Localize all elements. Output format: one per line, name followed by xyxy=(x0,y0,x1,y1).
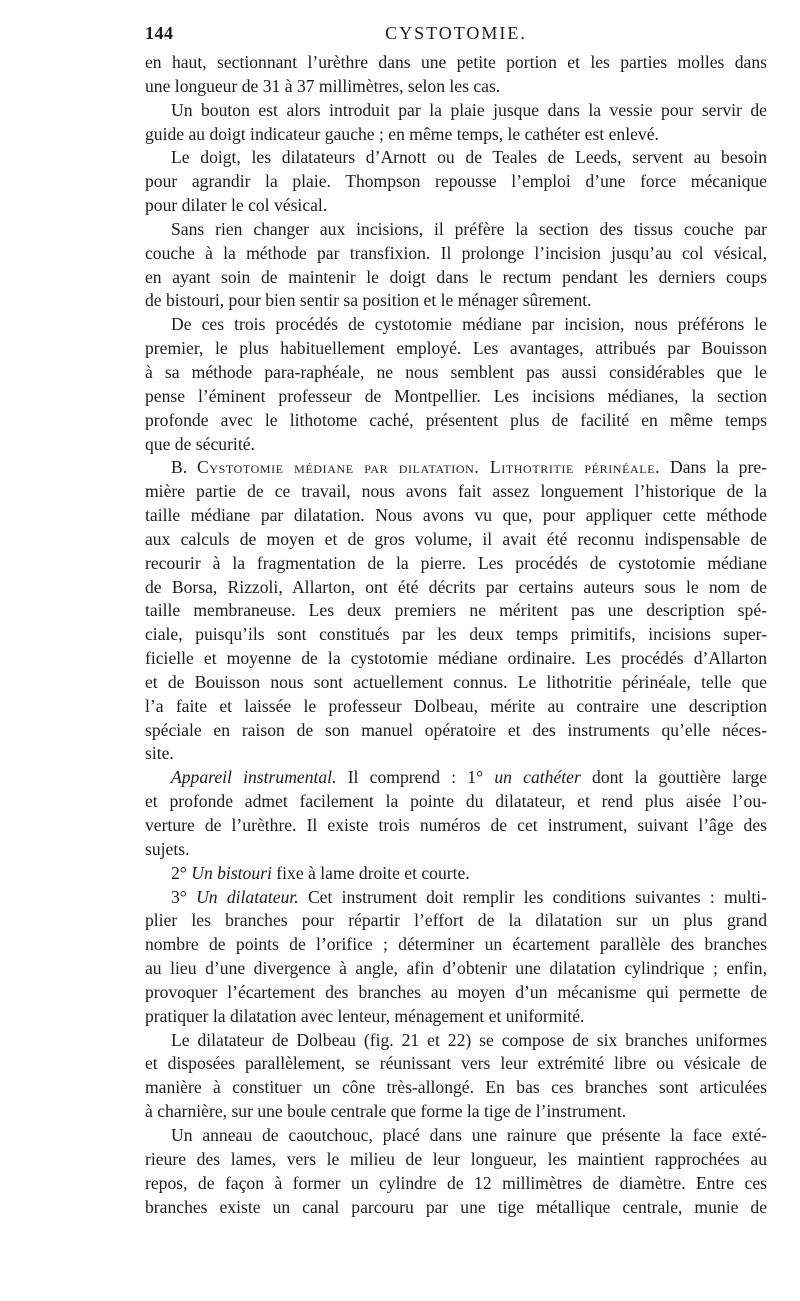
paragraph-incisions xyxy=(145,218,767,313)
text-line: provoquer l’écartement des branches au moyen d’un mécanisme qui permette de xyxy=(145,981,767,1002)
appareil-instrumental xyxy=(145,766,767,861)
text-line: Sans rien changer aux incisions, il préfère la section des tissus couche par xyxy=(171,218,767,239)
text-line: de bistouri, pour bien sentir sa position et le ménager sûrement. xyxy=(145,290,592,311)
running-title: CYSTOTOMIE. xyxy=(385,23,527,43)
text-line: profonde avec le lithotome caché, présentent plus de facilité en même temps xyxy=(145,409,767,430)
text-line: ciale, puisqu’ils sont constitués par les deux temps primitifs, incisions super- xyxy=(145,624,767,645)
text-line: aux calculs de moyen et de gros volume, il avait été reconnu indispensable de xyxy=(145,528,767,549)
book-page xyxy=(145,22,767,1219)
text-line: mière partie de ce travail, nous avons fait assez longuement l’historique de la xyxy=(145,481,767,502)
item-dilatateur-title: Un dilatateur. xyxy=(196,886,299,907)
paragraph-procedes xyxy=(145,313,767,456)
text-line: recourir à la fragmentation de la pierre. Les procédés de cystotomie médiane xyxy=(145,552,767,573)
paragraph-continuation xyxy=(145,51,767,99)
text-line: taille médiane par dilatation. Nous avons vu que, pour appliquer cette méthode xyxy=(145,505,767,526)
text-line: au lieu d’une divergence à angle, afin d’obtenir une dilatation cylindrique ; enfin, xyxy=(145,958,767,979)
text-line: et de Bouisson nous sont actuellement connus. Le lithotritie périnéale, telle que xyxy=(145,671,767,692)
text-line: manière à constituer un cône très-allongé. En bas ces branches sont articulées xyxy=(145,1077,767,1098)
text-line: plier les branches pour répartir l’effort de la dilatation sur un plus grand xyxy=(145,910,767,931)
text-line: Un bouton est alors introduit par la plaie jusque dans la vessie pour servir de xyxy=(171,99,767,120)
dilatateur-first-line xyxy=(145,886,767,910)
text-line: et disposées parallèlement, se réunissant vers leur extrémité libre ou vésicale de xyxy=(145,1053,767,1074)
paragraph-doigt xyxy=(145,146,767,218)
text-line: en ayant soin de maintenir le doigt dans le rectum pendant les derniers coups xyxy=(145,266,767,287)
text-line: Un anneau de caoutchouc, placé dans une rainure que présente la face exté- xyxy=(171,1124,767,1145)
section-b-label: B. xyxy=(171,457,188,478)
text-line: de Borsa, Rizzoli, Allarton, ont été décrits par certains auteurs sous le nom de xyxy=(145,576,767,597)
text-line: verture de l’urèthre. Il existe trois numéros de cet instrument, suivant l’âge des xyxy=(145,815,767,835)
item-bistouri xyxy=(145,862,767,886)
text-line: l’a faite et laissée le professeur Dolbeau, mérite au contraire une description xyxy=(145,695,767,716)
item-number: 2° xyxy=(171,862,192,883)
text-line: que de sécurité. xyxy=(145,433,255,454)
text-line: De ces trois procédés de cystotomie médiane par incision, nous préférons le xyxy=(171,314,767,335)
text-line: rieure des lames, vers le milieu de leur longueur, les maintient rapprochées au xyxy=(145,1148,767,1169)
text-line: en haut, sectionnant l’urèthre dans une petite portion et les parties molles dans xyxy=(145,52,767,72)
text-line: nombre de points de l’orifice ; déterminer un écartement parallèle des branches xyxy=(145,934,767,955)
text-line: une longueur de 31 à 37 millimètres, selon les cas. xyxy=(145,75,501,96)
text-line: pratiquer la dilatation avec lenteur, ménagement et uniformité. xyxy=(145,1005,585,1026)
appareil-first-line xyxy=(145,766,767,790)
bistouri-line xyxy=(145,862,767,886)
page-number: 144 xyxy=(145,23,174,43)
text-line: et profonde admet facilement la pointe du dilatateur, et rend plus aisée l’ou- xyxy=(145,791,767,812)
text-line: Le doigt, les dilatateurs d’Arnott ou de Teales de Leeds, servent au besoin xyxy=(171,147,767,168)
text-line: pense l’éminent professeur de Montpellier. Les incisions médianes, la section xyxy=(145,385,767,406)
text-fragment: Il comprend : 1° xyxy=(347,767,495,788)
text-line: couche à la méthode par transfixion. Il prolonge l’incision jusqu’au col vésical, xyxy=(145,242,767,263)
text-line: taille membraneuse. Les deux premiers ne méritent pas une description spé- xyxy=(145,600,767,621)
item-dilatateur xyxy=(145,886,767,1029)
text-line: Le dilatateur de Dolbeau (fig. 21 et 22) se compose de six branches uniformes xyxy=(171,1029,767,1050)
text-fragment: Dans la pre- xyxy=(670,457,768,478)
paragraph-anneau xyxy=(145,1124,767,1219)
text-line: repos, de façon à former un cylindre de 12 millimètres de diamètre. Entre ces xyxy=(145,1172,767,1193)
text-line: à sa méthode para-raphéale, ne nous semblent pas aussi considérables que le xyxy=(145,361,767,382)
section-b xyxy=(145,456,767,766)
text-line: premier, le plus habituellement employé. Les avantages, attribués par Bouisson xyxy=(145,338,767,359)
text-line: à charnière, sur une boule centrale que forme la tige de l’instrument. xyxy=(145,1101,627,1122)
text-line: guide au doigt indicateur gauche ; en même temps, le cathéter est enlevé. xyxy=(145,123,659,144)
text-line: branches existe un canal parcouru par une tige métallique centrale, munie de xyxy=(145,1196,767,1217)
item-bistouri-title: Un bistouri xyxy=(191,862,272,883)
appareil-title: Appareil instrumental. xyxy=(171,767,337,788)
text-line: pour dilater le col vésical. xyxy=(145,195,328,216)
text-fragment: fixe à lame droite et courte. xyxy=(271,862,470,883)
running-head xyxy=(145,22,767,48)
text-line: pour agrandir la plaie. Thompson repousse l’emploi d’une force mécanique xyxy=(145,171,767,192)
section-b-heading: Cystotomie médiane par dilatation. Lithotritie périnéale. xyxy=(197,457,661,478)
text-line: ficielle et moyenne de la cystotomie médiane ordinaire. Les procédés d’Allarton xyxy=(145,648,767,669)
item-catheter: un cathéter xyxy=(494,767,581,788)
text-fragment: dont la gouttière large xyxy=(580,767,767,788)
text-fragment: Cet instrument doit remplir les conditions suivantes : multi- xyxy=(298,886,768,907)
section-b-heading-line xyxy=(145,456,767,480)
paragraph-bouton xyxy=(145,99,767,147)
paragraph-dolbeau xyxy=(145,1029,767,1124)
text-line: spéciale en raison de son manuel opératoire et des instruments qu’elle néces- xyxy=(145,719,767,740)
item-number: 3° xyxy=(171,886,197,907)
text-line: sujets. xyxy=(145,838,190,859)
text-line: site. xyxy=(145,743,174,764)
